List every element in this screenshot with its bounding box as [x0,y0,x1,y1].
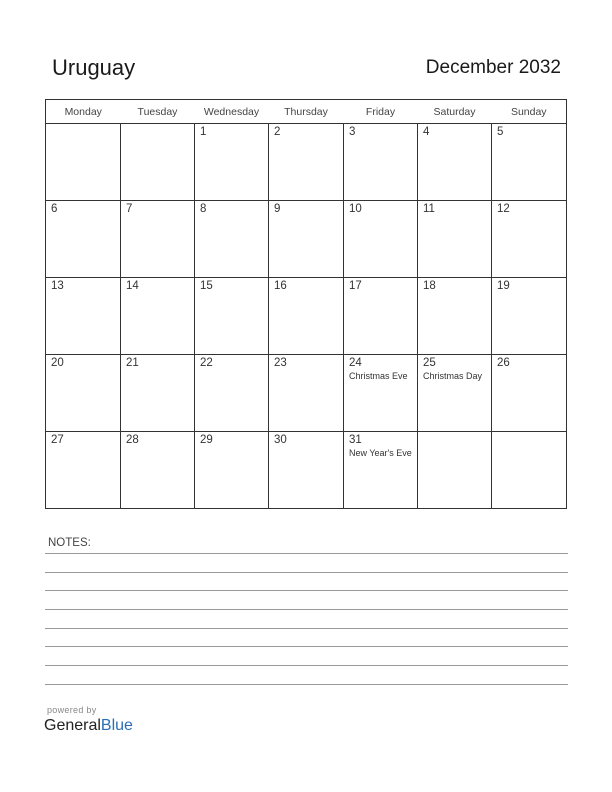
calendar-day-cell [269,278,344,355]
day-number: 11 [423,203,435,215]
note-line [45,609,568,610]
day-number: 23 [274,357,287,369]
calendar-day-cell [418,124,492,201]
day-number: 26 [497,357,510,369]
note-line [45,572,568,573]
day-number: 3 [349,126,356,138]
day-number: 5 [497,126,504,138]
calendar-grid [45,99,567,509]
day-number: 2 [274,126,281,138]
calendar-day-cell [195,201,269,278]
day-number: 16 [274,280,287,292]
day-number: 9 [274,203,281,215]
calendar-day-cell [195,355,269,432]
note-line [45,684,568,685]
day-number: 7 [126,203,133,215]
weekday-header: Thursday [269,100,344,124]
calendar-day-cell [121,278,195,355]
weekday-header: Tuesday [121,100,195,124]
notes-label: NOTES: [48,537,91,549]
calendar-week-row [46,278,567,355]
day-number: 19 [497,280,510,292]
calendar-day-cell [344,432,418,509]
calendar-day-cell [418,355,492,432]
calendar-day-cell [46,432,121,509]
day-number: 15 [200,280,213,292]
calendar-day-cell [492,355,567,432]
weekday-header: Saturday [418,100,492,124]
day-number: 22 [200,357,213,369]
weekday-header: Monday [46,100,121,124]
day-number: 12 [497,203,510,215]
calendar-day-cell [344,124,418,201]
weekday-header: Sunday [492,100,567,124]
calendar-day-cell [418,278,492,355]
calendar-day-cell [344,278,418,355]
calendar-day-cell [195,278,269,355]
calendar-day-cell [344,355,418,432]
day-number: 13 [51,280,64,292]
calendar-day-cell [121,201,195,278]
calendar-country-title: Uruguay [52,55,136,80]
day-number: 27 [51,434,64,446]
day-number: 25 [423,357,436,369]
calendar-day-cell [46,278,121,355]
calendar-day-cell [121,355,195,432]
note-line [45,665,568,666]
calendar-day-cell [269,201,344,278]
day-number: 20 [51,357,64,369]
note-line [45,646,568,647]
calendar-day-cell [492,432,567,509]
calendar-day-cell [418,201,492,278]
day-number: 28 [126,434,139,446]
calendar-day-cell [269,124,344,201]
note-line [45,553,568,554]
calendar-day-cell [492,201,567,278]
calendar-day-cell [46,201,121,278]
calendar-week-row [46,124,567,201]
day-number: 1 [200,126,207,138]
day-number: 18 [423,280,436,292]
calendar-day-cell [121,432,195,509]
day-number: 4 [423,126,430,138]
day-number: 29 [200,434,213,446]
calendar-day-cell [46,355,121,432]
calendar-week-row [46,355,567,432]
brand-blue-text: Blue [100,717,133,734]
brand-general-text: General [44,717,101,734]
generalblue-logo[interactable] [44,717,133,735]
calendar-week-row [46,201,567,278]
day-number: 8 [200,203,207,215]
calendar-day-cell [418,432,492,509]
weekday-header-row [46,100,567,124]
calendar-day-cell [269,355,344,432]
day-number: 30 [274,434,287,446]
day-number: 6 [51,203,58,215]
note-line [45,590,568,591]
day-number: 17 [349,280,362,292]
calendar-day-cell [492,278,567,355]
calendar-month-title: December 2032 [425,57,561,78]
calendar-week-row [46,432,567,509]
powered-by-text: powered by [47,705,97,715]
calendar-day-cell [344,201,418,278]
calendar-day-cell [269,432,344,509]
calendar-day-cell [46,124,121,201]
calendar-day-cell [195,432,269,509]
day-number: 21 [126,357,139,369]
weekday-header: Wednesday [195,100,269,124]
note-line [45,628,568,629]
holiday-label: Christmas Day [423,371,483,381]
day-number: 24 [349,357,362,369]
weekday-header: Friday [344,100,418,124]
day-number: 10 [349,203,362,215]
holiday-label: New Year's Eve [349,448,412,458]
holiday-label: Christmas Eve [349,371,408,381]
day-number: 14 [126,280,139,292]
day-number: 31 [349,434,362,446]
calendar-day-cell [492,124,567,201]
calendar-day-cell [195,124,269,201]
calendar-day-cell [121,124,195,201]
